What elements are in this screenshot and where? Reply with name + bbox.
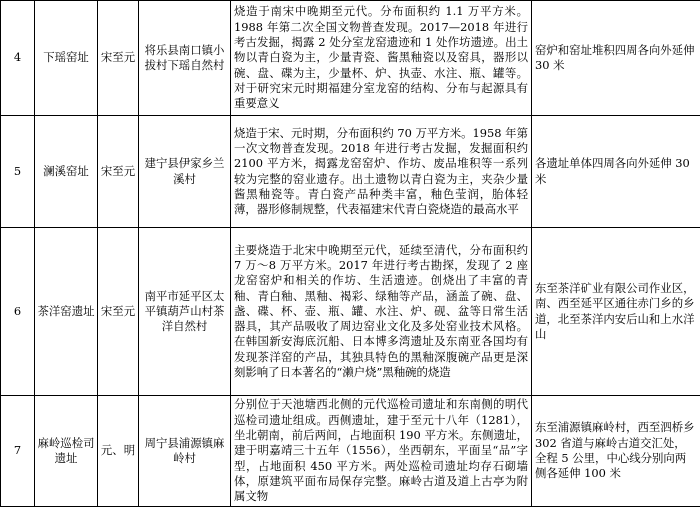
protection-area-cell: 窑炉和窑址堆积四周各向外延伸 30 米	[532, 1, 700, 116]
location-cell: 建宁县伊家乡兰溪村	[139, 116, 231, 228]
location-cell: 将乐县南口镇小拔村下瑶自然村	[139, 1, 231, 116]
description-cell: 分别位于天池塘西北侧的元代巡检司遗址和东南侧的明代巡检司遗址组成。西侧遗址，建于至元十八年（1281），坐北朝南，前后两间，占地面积 190 平方米。东侧遗址，建于明嘉靖三十五年（1556），坐西朝东，平面呈“品”字型，占地面积 450 平方米。两处巡检司遗址均存石砌墙体，原建筑平面布局保存完整。麻岭古道及道上古亭为附属文物	[231, 396, 532, 507]
row-number-cell: 7	[1, 396, 35, 507]
site-name-cell: 下瑶窑址	[35, 1, 98, 116]
site-name-cell: 麻岭巡检司遗址	[35, 396, 98, 507]
description-cell: 烧造于宋、元时期，分布面积约 70 万平方米。1958 年第一次文物普查发现。2018 年进行考古发掘，发掘面积约 2100 平方米，揭露龙窑窑炉、作坊、废品堆积等一系列较为完整的窑业遗存。出土遗物以青白瓷为主，夹杂少量酱黑釉瓷等。青白瓷产品种类丰富，釉色莹润，胎体轻薄，器形修制规整，代表福建宋代青白瓷烧造的最高水平	[231, 116, 532, 228]
table-row	[1, 116, 700, 228]
table-row	[1, 1, 700, 116]
description-cell: 主要烧造于北宋中晚期至元代，延续至清代，分布面积约 7 万～8 万平方米。2017 年进行考古勘探，发现了 2 座龙窑窑炉和相关的作坊、生活遗迹。创烧出了丰富的青釉、青白釉、黑釉、褐彩、绿釉等产品，涵盖了碗、盘、盏、碟、杯、壶、瓶、罐、水注、炉、砚、盆等日常生活器具，其产品吸收了周边窑业文化及多处窑业技术风格。在韩国新安海底沉船、日本博多湾遗址及东南亚各国均有发现茶洋窑的产品，其独具特色的黑釉深腹碗产品更是深刻影响了日本著名的“濑户烧”黑釉碗的烧造	[231, 228, 532, 396]
description-cell: 烧造于南宋中晚期至元代。分布面积约 1.1 万平方米。1988 年第二次全国文物普查发现。2017—2018 年进行考古发掘，揭露 2 处分室龙窑遗迹和 1 处作坊遗迹。出土物以青白瓷为主，少量青瓷、酱黑釉瓷以及窑具，器形以碗、盘、碟为主，少量杯、炉、执壶、水注、瓶、罐等。对于研究宋元时期福建分室龙窑的结构、分布与起源具有重要意义	[231, 1, 532, 116]
row-number-cell: 4	[1, 1, 35, 116]
table-row	[1, 228, 700, 396]
location-cell: 周宁县浦源镇麻岭村	[139, 396, 231, 507]
row-number-cell: 5	[1, 116, 35, 228]
protection-area-cell: 东至浦源镇麻岭村，西至泗桥乡 302 省道与麻岭古道交汇处，全程 5 公里，中心线分别向两侧各延伸 100 米	[532, 396, 700, 507]
row-number-cell: 6	[1, 228, 35, 396]
era-cell: 元、明	[98, 396, 139, 507]
table-row	[1, 396, 700, 507]
era-cell: 宋至元	[98, 116, 139, 228]
site-name-cell: 澜溪窑址	[35, 116, 98, 228]
era-cell: 宋至元	[98, 228, 139, 396]
location-cell: 南平市延平区太平镇葫芦山村茶洋自然村	[139, 228, 231, 396]
protection-area-cell: 各遗址单体四周各向外延伸 30 米	[532, 116, 700, 228]
era-cell: 宋至元	[98, 1, 139, 116]
site-name-cell: 茶洋窑遗址	[35, 228, 98, 396]
protection-area-cell: 东至茶洋矿业有限公司作业区，南、西至延平区通往赤门乡的乡道，北至茶洋内安后山和上水洋山	[532, 228, 700, 396]
